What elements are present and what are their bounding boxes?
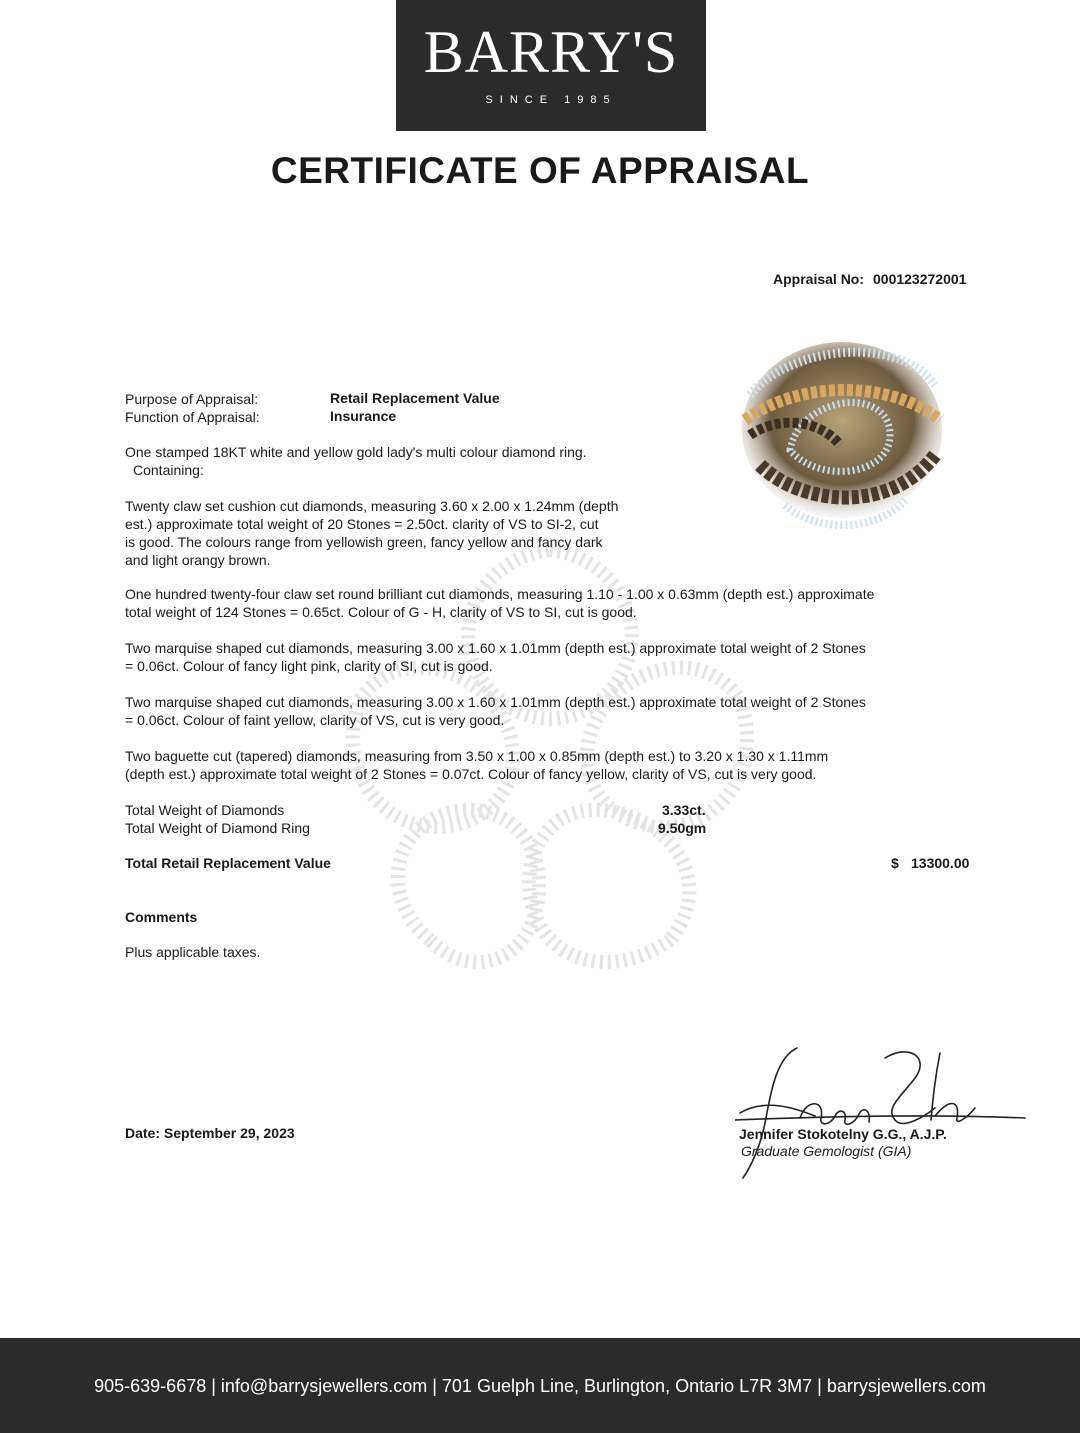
stone-line: total weight of 124 Stones = 0.65ct. Colour of G - H, clarity of VS to SI, cut is good.	[125, 604, 637, 620]
total-ring-value: 9.50gm	[658, 820, 707, 836]
purpose-label: Purpose of Appraisal:	[125, 391, 259, 407]
logo-tagline: SINCE 1985	[485, 94, 617, 106]
stone-line: is good. The colours range from yellowish green, fancy yellow and fancy dark	[125, 534, 603, 550]
footer	[0, 1338, 1080, 1433]
total-ring-label: Total Weight of Diamond Ring	[125, 820, 310, 836]
intro-line: Containing:	[133, 462, 204, 478]
appraisal-date: Date: September 29, 2023	[125, 1125, 295, 1141]
retail-value-label: Total Retail Replacement Value	[125, 855, 331, 871]
appraisal-number-label: Appraisal No:	[773, 271, 865, 287]
function-label: Function of Appraisal:	[125, 409, 260, 425]
handwritten-signature	[735, 1038, 1030, 1183]
stone-line: Two baguette cut (tapered) diamonds, measuring from 3.50 x 1.00 x 0.85mm (depth est.) to 3.20 x 1.30 x 1.11mm	[125, 748, 829, 764]
brand-logo	[396, 0, 706, 131]
stone-line: = 0.06ct. Colour of faint yellow, clarity of VS, cut is very good.	[125, 712, 505, 728]
diamond-ring-photo	[730, 325, 952, 547]
appraisal-number: 000123272001	[873, 271, 967, 287]
purpose-value: Retail Replacement Value	[330, 390, 500, 406]
intro-line: One stamped 18KT white and yellow gold lady's multi colour diamond ring.	[125, 444, 587, 460]
signatory-name: Jennifer Stokotelny G.G., A.J.P.	[739, 1126, 947, 1142]
total-diamonds-label: Total Weight of Diamonds	[125, 802, 285, 818]
stone-line: One hundred twenty-four claw set round brilliant cut diamonds, measuring 1.10 - 1.00 x 0.63mm (depth est.) approximate	[125, 586, 875, 602]
total-diamonds-value: 3.33ct.	[662, 802, 706, 818]
stone-line: and light orangy brown.	[125, 552, 271, 568]
signatory-title: Graduate Gemologist (GIA)	[741, 1143, 912, 1159]
function-value: Insurance	[330, 408, 397, 424]
stone-line: Two marquise shaped cut diamonds, measuring 3.00 x 1.60 x 1.01mm (depth est.) approximate total weight of 2 Stones	[125, 640, 866, 656]
comments-text: Plus applicable taxes.	[125, 944, 261, 960]
stone-item	[125, 747, 828, 783]
comments-heading: Comments	[125, 909, 198, 925]
stone-line: (depth est.) approximate total weight of 2 Stones = 0.07ct. Colour of fancy yellow, clarity of VS, cut is very good.	[125, 766, 817, 782]
stone-line: est.) approximate total weight of 20 Stones = 2.50ct. clarity of VS to SI-2, cut	[125, 516, 599, 532]
description-intro	[125, 443, 587, 479]
stone-line: = 0.06ct. Colour of fancy light pink, clarity of SI, cut is good.	[125, 658, 493, 674]
retail-currency: $	[891, 855, 899, 871]
footer-contact: 905-639-6678 | info@barrysjewellers.com | 701 Guelph Line, Burlington, Ontario L7R 3M7 | barrysjewellers.com	[94, 1376, 986, 1396]
page-title: CERTIFICATE OF APPRAISAL	[270, 150, 810, 191]
stone-line: Twenty claw set cushion cut diamonds, measuring 3.60 x 2.00 x 1.24mm (depth	[125, 498, 619, 514]
stone-line: Two marquise shaped cut diamonds, measuring 3.00 x 1.60 x 1.01mm (depth est.) approximate total weight of 2 Stones	[125, 694, 866, 710]
stone-item	[125, 585, 874, 621]
stone-item	[125, 639, 866, 675]
retail-value: 13300.00	[911, 855, 970, 871]
stone-item	[125, 693, 866, 729]
stone-item	[125, 497, 618, 569]
logo-name: BARRY'S	[423, 19, 679, 85]
